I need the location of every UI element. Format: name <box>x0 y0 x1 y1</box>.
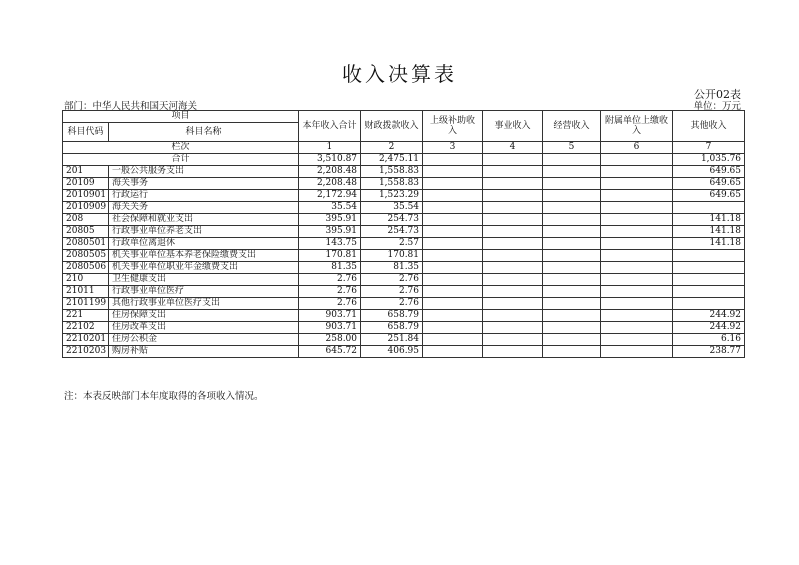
superior-income <box>423 226 483 238</box>
table-row <box>63 202 745 214</box>
other-income <box>673 298 745 310</box>
income-total: 2.76 <box>299 298 361 310</box>
subject-code: 21011 <box>63 286 109 298</box>
superior-income <box>423 274 483 286</box>
superior-income <box>423 202 483 214</box>
table-row <box>63 346 745 358</box>
column-number-row <box>63 142 745 154</box>
subject-code: 2010909 <box>63 202 109 214</box>
operating-income <box>543 166 601 178</box>
superior-income <box>423 166 483 178</box>
business-income <box>483 286 543 298</box>
header-affiliated: 附属单位上缴收入 <box>601 111 673 142</box>
superior-income <box>423 190 483 202</box>
affiliated-income <box>601 226 673 238</box>
operating-income <box>543 202 601 214</box>
fiscal-income: 1,558.83 <box>361 178 423 190</box>
business-income <box>483 310 543 322</box>
business-income <box>483 166 543 178</box>
income-total: 170.81 <box>299 250 361 262</box>
other-income: 244.92 <box>673 310 745 322</box>
business-income <box>483 214 543 226</box>
affiliated-income <box>601 166 673 178</box>
total-affiliated <box>601 154 673 166</box>
table-row <box>63 310 745 322</box>
operating-income <box>543 226 601 238</box>
column-number: 4 <box>483 142 543 154</box>
superior-income <box>423 178 483 190</box>
column-number: 1 <box>299 142 361 154</box>
column-number-label: 栏次 <box>63 142 299 154</box>
superior-income <box>423 238 483 250</box>
total-row <box>63 154 745 166</box>
income-table <box>62 110 745 358</box>
operating-income <box>543 274 601 286</box>
fiscal-income: 658.79 <box>361 322 423 334</box>
header-code: 科目代码 <box>63 123 109 142</box>
income-total: 903.71 <box>299 322 361 334</box>
operating-income <box>543 346 601 358</box>
subject-name: 社会保障和就业支出 <box>109 214 299 226</box>
other-income <box>673 250 745 262</box>
income-total: 2,172.94 <box>299 190 361 202</box>
other-income: 649.65 <box>673 178 745 190</box>
operating-income <box>543 214 601 226</box>
fiscal-income: 251.84 <box>361 334 423 346</box>
subject-code: 2101199 <box>63 298 109 310</box>
operating-income <box>543 334 601 346</box>
table-row <box>63 190 745 202</box>
table-row <box>63 322 745 334</box>
total-business <box>483 154 543 166</box>
affiliated-income <box>601 322 673 334</box>
fiscal-income: 35.54 <box>361 202 423 214</box>
other-income: 238.77 <box>673 346 745 358</box>
income-total: 395.91 <box>299 214 361 226</box>
fiscal-income: 1,523.29 <box>361 190 423 202</box>
subject-code: 2080506 <box>63 262 109 274</box>
business-income <box>483 298 543 310</box>
subject-code: 208 <box>63 214 109 226</box>
fiscal-income: 254.73 <box>361 214 423 226</box>
income-total: 81.35 <box>299 262 361 274</box>
subject-code: 221 <box>63 310 109 322</box>
income-total: 35.54 <box>299 202 361 214</box>
header-total: 本年收入合计 <box>299 111 361 142</box>
form-number: 公开02表 <box>694 88 741 101</box>
subject-code: 2080505 <box>63 250 109 262</box>
header-name: 科目名称 <box>109 123 299 142</box>
business-income <box>483 178 543 190</box>
other-income <box>673 286 745 298</box>
table-row <box>63 214 745 226</box>
subject-code: 2080501 <box>63 238 109 250</box>
affiliated-income <box>601 262 673 274</box>
affiliated-income <box>601 250 673 262</box>
affiliated-income <box>601 238 673 250</box>
superior-income <box>423 310 483 322</box>
subject-code: 210 <box>63 274 109 286</box>
business-income <box>483 322 543 334</box>
fiscal-income: 2.76 <box>361 298 423 310</box>
fiscal-income: 2.57 <box>361 238 423 250</box>
superior-income <box>423 334 483 346</box>
header-operating: 经营收入 <box>543 111 601 142</box>
business-income <box>483 250 543 262</box>
table-row <box>63 226 745 238</box>
business-income <box>483 274 543 286</box>
other-income: 141.18 <box>673 226 745 238</box>
operating-income <box>543 310 601 322</box>
department-label: 部门：中华人民共和国天河海关 <box>64 101 198 112</box>
subject-code: 22102 <box>63 322 109 334</box>
header-business: 事业收入 <box>483 111 543 142</box>
unit-label: 单位：万元 <box>693 101 741 112</box>
income-total: 2,208.48 <box>299 178 361 190</box>
business-income <box>483 334 543 346</box>
column-number: 3 <box>423 142 483 154</box>
subject-name: 行政事业单位养老支出 <box>109 226 299 238</box>
affiliated-income <box>601 202 673 214</box>
operating-income <box>543 298 601 310</box>
income-total: 143.75 <box>299 238 361 250</box>
subject-name: 卫生健康支出 <box>109 274 299 286</box>
total-fiscal: 2,475.11 <box>361 154 423 166</box>
fiscal-income: 658.79 <box>361 310 423 322</box>
affiliated-income <box>601 274 673 286</box>
operating-income <box>543 262 601 274</box>
subject-code: 201 <box>63 166 109 178</box>
column-number: 5 <box>543 142 601 154</box>
fiscal-income: 81.35 <box>361 262 423 274</box>
income-total: 645.72 <box>299 346 361 358</box>
superior-income <box>423 250 483 262</box>
other-income: 649.65 <box>673 166 745 178</box>
header-item: 项目 <box>63 111 299 123</box>
subject-code: 2210201 <box>63 334 109 346</box>
table-row <box>63 298 745 310</box>
operating-income <box>543 286 601 298</box>
income-total: 258.00 <box>299 334 361 346</box>
business-income <box>483 226 543 238</box>
income-total: 2,208.48 <box>299 166 361 178</box>
income-total: 903.71 <box>299 310 361 322</box>
other-income: 6.16 <box>673 334 745 346</box>
fiscal-income: 170.81 <box>361 250 423 262</box>
total-operating <box>543 154 601 166</box>
fiscal-income: 2.76 <box>361 274 423 286</box>
header-superior: 上级补助收入 <box>423 111 483 142</box>
fiscal-income: 2.76 <box>361 286 423 298</box>
affiliated-income <box>601 310 673 322</box>
other-income <box>673 262 745 274</box>
affiliated-income <box>601 346 673 358</box>
operating-income <box>543 322 601 334</box>
business-income <box>483 190 543 202</box>
table-row <box>63 178 745 190</box>
subject-name: 其他行政事业单位医疗支出 <box>109 298 299 310</box>
superior-income <box>423 214 483 226</box>
column-number: 7 <box>673 142 745 154</box>
superior-income <box>423 322 483 334</box>
column-number: 2 <box>361 142 423 154</box>
footnote: 注：本表反映部门本年度取得的各项收入情况。 <box>64 391 264 402</box>
subject-name: 机关事业单位基本养老保险缴费支出 <box>109 250 299 262</box>
table-row <box>63 274 745 286</box>
subject-name: 海关关务 <box>109 202 299 214</box>
other-income <box>673 202 745 214</box>
page-title: 收入决算表 <box>342 62 457 86</box>
subject-name: 一般公共服务支出 <box>109 166 299 178</box>
operating-income <box>543 190 601 202</box>
subject-code: 20805 <box>63 226 109 238</box>
fiscal-income: 1,558.83 <box>361 166 423 178</box>
subject-name: 住房改革支出 <box>109 322 299 334</box>
header-fiscal: 财政拨款收入 <box>361 111 423 142</box>
business-income <box>483 346 543 358</box>
subject-name: 海关事务 <box>109 178 299 190</box>
subject-name: 行政单位离退休 <box>109 238 299 250</box>
subject-code: 2010901 <box>63 190 109 202</box>
total-label: 合计 <box>63 154 299 166</box>
fiscal-income: 254.73 <box>361 226 423 238</box>
business-income <box>483 238 543 250</box>
superior-income <box>423 346 483 358</box>
table-row <box>63 250 745 262</box>
table-row <box>63 166 745 178</box>
affiliated-income <box>601 298 673 310</box>
business-income <box>483 202 543 214</box>
table-row <box>63 238 745 250</box>
total-income: 3,510.87 <box>299 154 361 166</box>
superior-income <box>423 262 483 274</box>
affiliated-income <box>601 190 673 202</box>
table-row <box>63 286 745 298</box>
subject-code: 2210203 <box>63 346 109 358</box>
operating-income <box>543 238 601 250</box>
header-other: 其他收入 <box>673 111 745 142</box>
income-total: 2.76 <box>299 274 361 286</box>
subject-name: 住房保障支出 <box>109 310 299 322</box>
superior-income <box>423 298 483 310</box>
table-row <box>63 334 745 346</box>
other-income: 141.18 <box>673 214 745 226</box>
subject-name: 住房公积金 <box>109 334 299 346</box>
business-income <box>483 262 543 274</box>
superior-income <box>423 286 483 298</box>
affiliated-income <box>601 286 673 298</box>
fiscal-income: 406.95 <box>361 346 423 358</box>
other-income: 244.92 <box>673 322 745 334</box>
income-total: 2.76 <box>299 286 361 298</box>
subject-name: 机关事业单位职业年金缴费支出 <box>109 262 299 274</box>
subject-name: 行政运行 <box>109 190 299 202</box>
other-income: 649.65 <box>673 190 745 202</box>
table-row <box>63 262 745 274</box>
affiliated-income <box>601 334 673 346</box>
subject-name: 购房补贴 <box>109 346 299 358</box>
column-number: 6 <box>601 142 673 154</box>
total-other: 1,035.76 <box>673 154 745 166</box>
affiliated-income <box>601 214 673 226</box>
operating-income <box>543 178 601 190</box>
other-income: 141.18 <box>673 238 745 250</box>
income-total: 395.91 <box>299 226 361 238</box>
total-superior <box>423 154 483 166</box>
other-income <box>673 274 745 286</box>
subject-name: 行政事业单位医疗 <box>109 286 299 298</box>
operating-income <box>543 250 601 262</box>
affiliated-income <box>601 178 673 190</box>
subject-code: 20109 <box>63 178 109 190</box>
